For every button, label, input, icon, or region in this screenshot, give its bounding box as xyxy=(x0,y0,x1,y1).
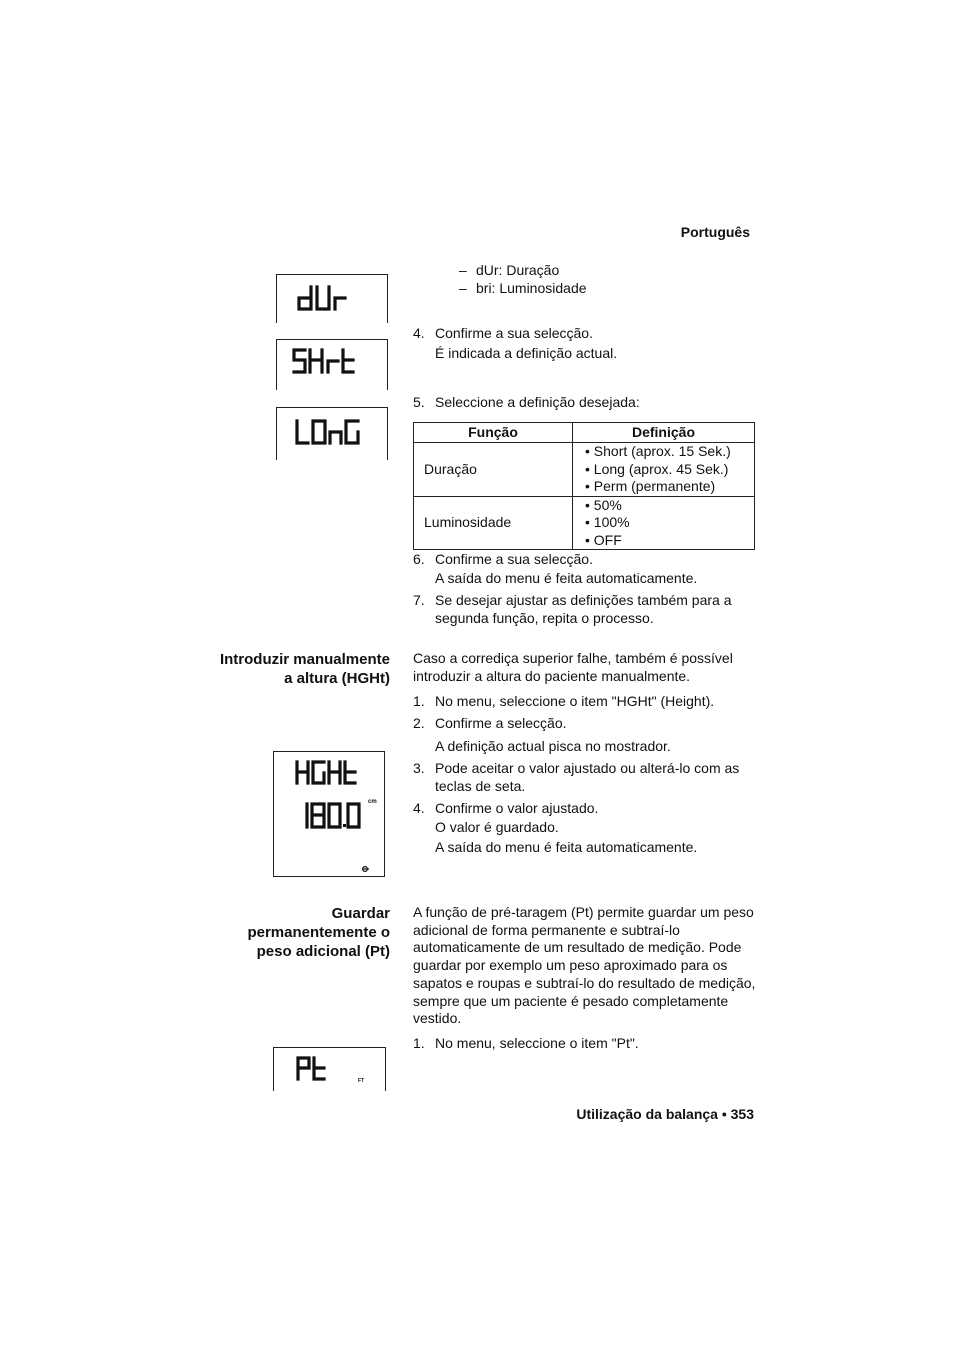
step-item xyxy=(413,737,758,755)
table-cell-options xyxy=(573,443,755,497)
step-text: Confirme o valor ajustado. xyxy=(435,800,599,816)
step-number: 3. xyxy=(413,760,425,776)
paragraph-line: sempre que um paciente é pesado completamente xyxy=(413,992,729,1009)
lcd-pt-unit-label: FT xyxy=(358,1078,365,1084)
step-item xyxy=(413,591,758,627)
step-text: No menu, seleccione o item "Pt". xyxy=(435,1035,639,1051)
heading-line: peso adicional (Pt) xyxy=(256,943,390,960)
table-header-definition: Definição xyxy=(573,423,755,443)
section-heading-pt xyxy=(180,904,390,961)
lcd-long-glyphs xyxy=(277,408,387,460)
paragraph-line: sapatos e roupas e subtraí-lo do resultado de medição, xyxy=(413,974,756,991)
table-cell-options xyxy=(573,496,755,550)
option-item: • OFF xyxy=(585,532,744,550)
lcd-display-hght xyxy=(273,751,385,877)
intro-list-text: dUr: Duração xyxy=(476,262,560,278)
paragraph-line: Caso a corrediça superior falhe, também é possível xyxy=(413,650,733,666)
intro-list-item: – dUr: Duração xyxy=(459,261,804,279)
step-number: 4. xyxy=(413,800,425,816)
step-text: É indicada a definição actual. xyxy=(435,345,618,361)
step-item xyxy=(413,550,758,587)
lcd-display-shrt xyxy=(276,339,388,390)
lcd-pt-glyphs xyxy=(274,1048,385,1091)
page-footer: Utilização da balança • 353 xyxy=(576,1106,754,1122)
table-header-function: Função xyxy=(414,423,573,443)
arrow-icon xyxy=(362,867,369,872)
paragraph-line: vestido. xyxy=(413,1010,462,1027)
lcd-unit-label: cm xyxy=(368,799,377,805)
table-cell-function: Luminosidade xyxy=(414,496,573,550)
step-text: teclas de seta. xyxy=(435,778,526,794)
step-text: A saída do menu é feita automaticamente. xyxy=(435,570,698,586)
section-heading-hght xyxy=(180,650,390,688)
option-item: • Long (aprox. 45 Sek.) xyxy=(585,461,744,479)
paragraph-line: adicional de forma permanente e subtraí-lo xyxy=(413,921,680,938)
step-text: Confirme a sua selecção. xyxy=(435,551,593,567)
section-intro-pt xyxy=(413,904,758,1028)
step-number: 7. xyxy=(413,592,425,608)
step-item xyxy=(413,692,758,710)
step-text: Confirme a selecção. xyxy=(435,715,567,731)
step-number: 4. xyxy=(413,325,425,341)
step-item xyxy=(413,714,758,732)
intro-list-item: – bri: Luminosidade xyxy=(459,279,804,297)
step-text: segunda função, repita o processo. xyxy=(435,610,654,626)
option-item: • Short (aprox. 15 Sek.) xyxy=(585,443,744,461)
step-item xyxy=(413,1034,758,1052)
heading-line: Introduzir manualmente xyxy=(219,651,390,668)
paragraph-line: A função de pré-taragem (Pt) permite guardar um peso xyxy=(413,904,754,920)
table-cell-function: Duração xyxy=(414,443,573,497)
step-text: O valor é guardado. xyxy=(435,819,559,835)
option-item: • Perm (permanente) xyxy=(585,478,744,496)
definition-table xyxy=(413,422,755,550)
intro-list-text: bri: Luminosidade xyxy=(476,280,587,296)
step-item xyxy=(413,759,758,795)
step-text: Se desejar ajustar as definições também para a xyxy=(435,592,732,608)
step-item xyxy=(413,324,758,362)
option-item: • 100% xyxy=(585,514,744,532)
step-text: Confirme a sua selecção. xyxy=(435,325,593,341)
heading-line: permanentemente o xyxy=(247,924,390,941)
step-text: A definição actual pisca no mostrador. xyxy=(435,738,671,754)
step-text: No menu, seleccione o item "HGHt" (Height). xyxy=(435,693,715,709)
lcd-hght-glyphs xyxy=(274,752,384,876)
step-number: 6. xyxy=(413,551,425,567)
lcd-shrt-glyphs xyxy=(277,340,387,390)
step-text: Pode aceitar o valor ajustado ou alterá-lo com as xyxy=(435,760,740,776)
step-number: 1. xyxy=(413,693,425,709)
lcd-display-long xyxy=(276,407,388,460)
step-text: A saída do menu é feita automaticamente. xyxy=(435,839,698,855)
heading-line: a altura (HGHt) xyxy=(284,670,390,687)
table-row xyxy=(414,443,755,497)
step-item xyxy=(413,393,758,411)
step-number: 5. xyxy=(413,394,425,410)
lcd-display-dur xyxy=(276,274,388,323)
step-item xyxy=(413,799,758,856)
table-row xyxy=(414,496,755,550)
step-text: Seleccione a definição desejada: xyxy=(435,394,640,410)
paragraph-line: introduzir a altura do paciente manualmente. xyxy=(413,667,691,684)
paragraph-line: automaticamente de um resultado de medição. Pode xyxy=(413,939,742,956)
language-label: Português xyxy=(680,224,750,240)
step-number: 2. xyxy=(413,715,425,731)
lcd-display-pt xyxy=(273,1047,386,1091)
option-item: • 50% xyxy=(585,497,744,515)
heading-line: Guardar xyxy=(331,905,390,922)
lcd-dur-glyphs xyxy=(277,275,387,323)
paragraph-line: guardar por exemplo um peso aproximado para os xyxy=(413,957,728,974)
step-number: 1. xyxy=(413,1035,425,1051)
section-intro-hght xyxy=(413,650,758,685)
